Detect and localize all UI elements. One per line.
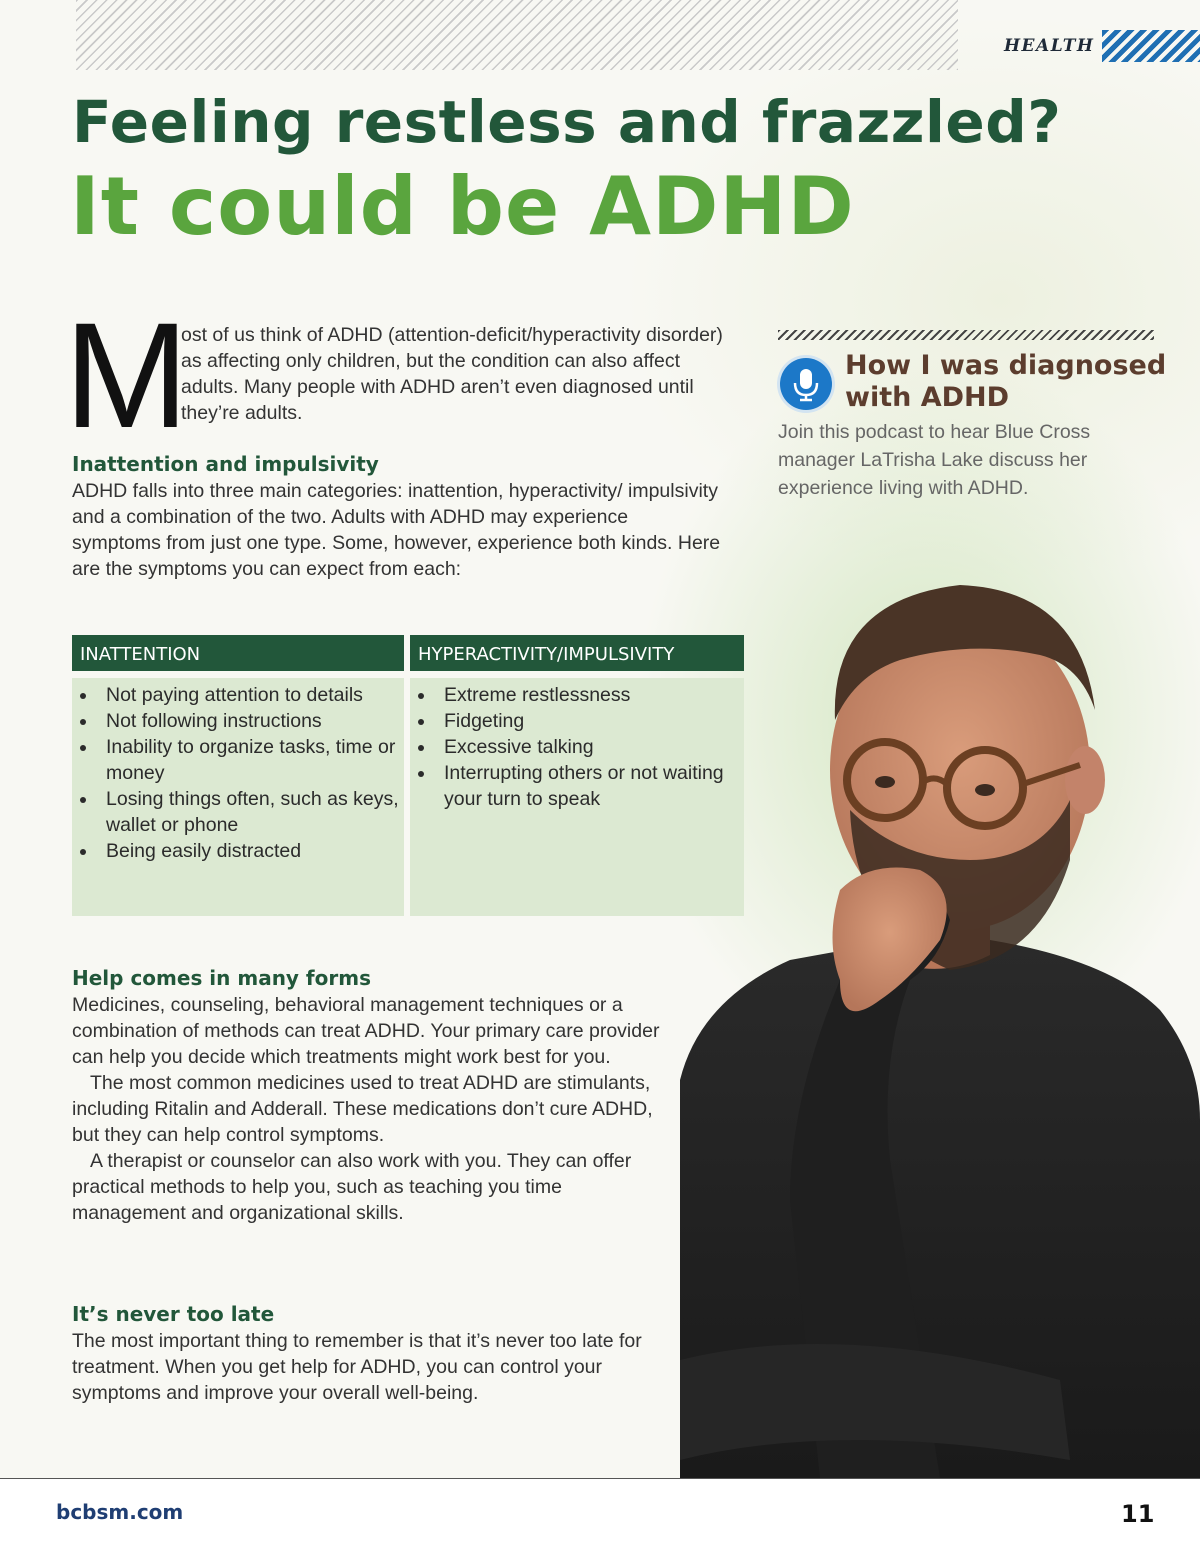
paragraph: A therapist or counselor can also work with you. They can offer practical methods to help you, such as teaching you time management and organizational skills. (72, 1150, 632, 1224)
drop-cap: M (64, 291, 189, 459)
headline: Feeling restless and frazzled? (72, 88, 1062, 156)
paragraph: Medicines, counseling, behavioral management techniques or a combination of methods can treat ADHD. Your primary care provider can help you decide which treatments might work best for you. (72, 994, 660, 1068)
list-item: • Extreme restlessness (436, 682, 744, 708)
table-column-inattention (72, 678, 404, 916)
sidebar-title[interactable]: How I was diagnosed with ADHD (845, 350, 1167, 413)
man-photo (640, 560, 1200, 1478)
section-tag-hatch (1102, 30, 1200, 62)
list-item: • Excessive talking (436, 734, 744, 760)
list-item: • Losing things often, such as keys, wallet or phone (98, 786, 404, 838)
table-header-hyperactivity: HYPERACTIVITY/IMPULSIVITY (410, 635, 744, 671)
list-item: • Being easily distracted (98, 838, 404, 864)
section-heading-never-too-late: It’s never too late (72, 1302, 275, 1326)
list-item: • Interrupting others or not waiting your turn to speak (436, 760, 744, 812)
intro-paragraph: ost of us think of ADHD (attention-deficit/hyperactivity disorder) as affecting only children, but the condition can also affect adults. Many people with ADHD aren’t even diagnosed until they’re adults. (181, 324, 723, 424)
subheadline: It could be ADHD (70, 160, 855, 253)
list-item: • Fidgeting (436, 708, 744, 734)
paragraph: The most common medicines used to treat ADHD are stimulants, including Ritalin and Adderall. These medications don’t cure ADHD, but they can help control symptoms. (72, 1072, 653, 1146)
section-heading-help: Help comes in many forms (72, 966, 371, 990)
symptom-list (80, 682, 404, 864)
microphone-icon[interactable] (780, 358, 832, 410)
page-number: 11 (1121, 1500, 1155, 1528)
list-item: • Inability to organize tasks, time or money (98, 734, 404, 786)
section-paragraph-help (72, 992, 662, 1226)
footer-site-link[interactable]: bcbsm.com (56, 1500, 184, 1524)
sidebar-text: Join this podcast to hear Blue Cross manager LaTrisha Lake discuss her experience living with ADHD. (778, 421, 1091, 499)
section-tag: HEALTH (1004, 36, 1095, 56)
sidebar-hatch-divider (778, 330, 1154, 340)
section-paragraph: ADHD falls into three main categories: inattention, hyperactivity/ impulsivity and a combination of the two. Adults with ADHD may experience symptoms from just one type. Some, however, experience both kinds. Here are the symptoms you can expect from each: (72, 480, 721, 580)
list-item: • Not following instructions (98, 708, 404, 734)
section-heading-inattention: Inattention and impulsivity (72, 452, 379, 476)
section-paragraph-never-too-late: The most important thing to remember is that it’s never too late for treatment. When you get help for ADHD, you can control your symptoms and improve your overall well-being. (72, 1330, 642, 1404)
table-header-inattention: INATTENTION (72, 635, 404, 671)
header-hatch-pattern (76, 0, 958, 70)
list-item: • Not paying attention to details (98, 682, 404, 708)
